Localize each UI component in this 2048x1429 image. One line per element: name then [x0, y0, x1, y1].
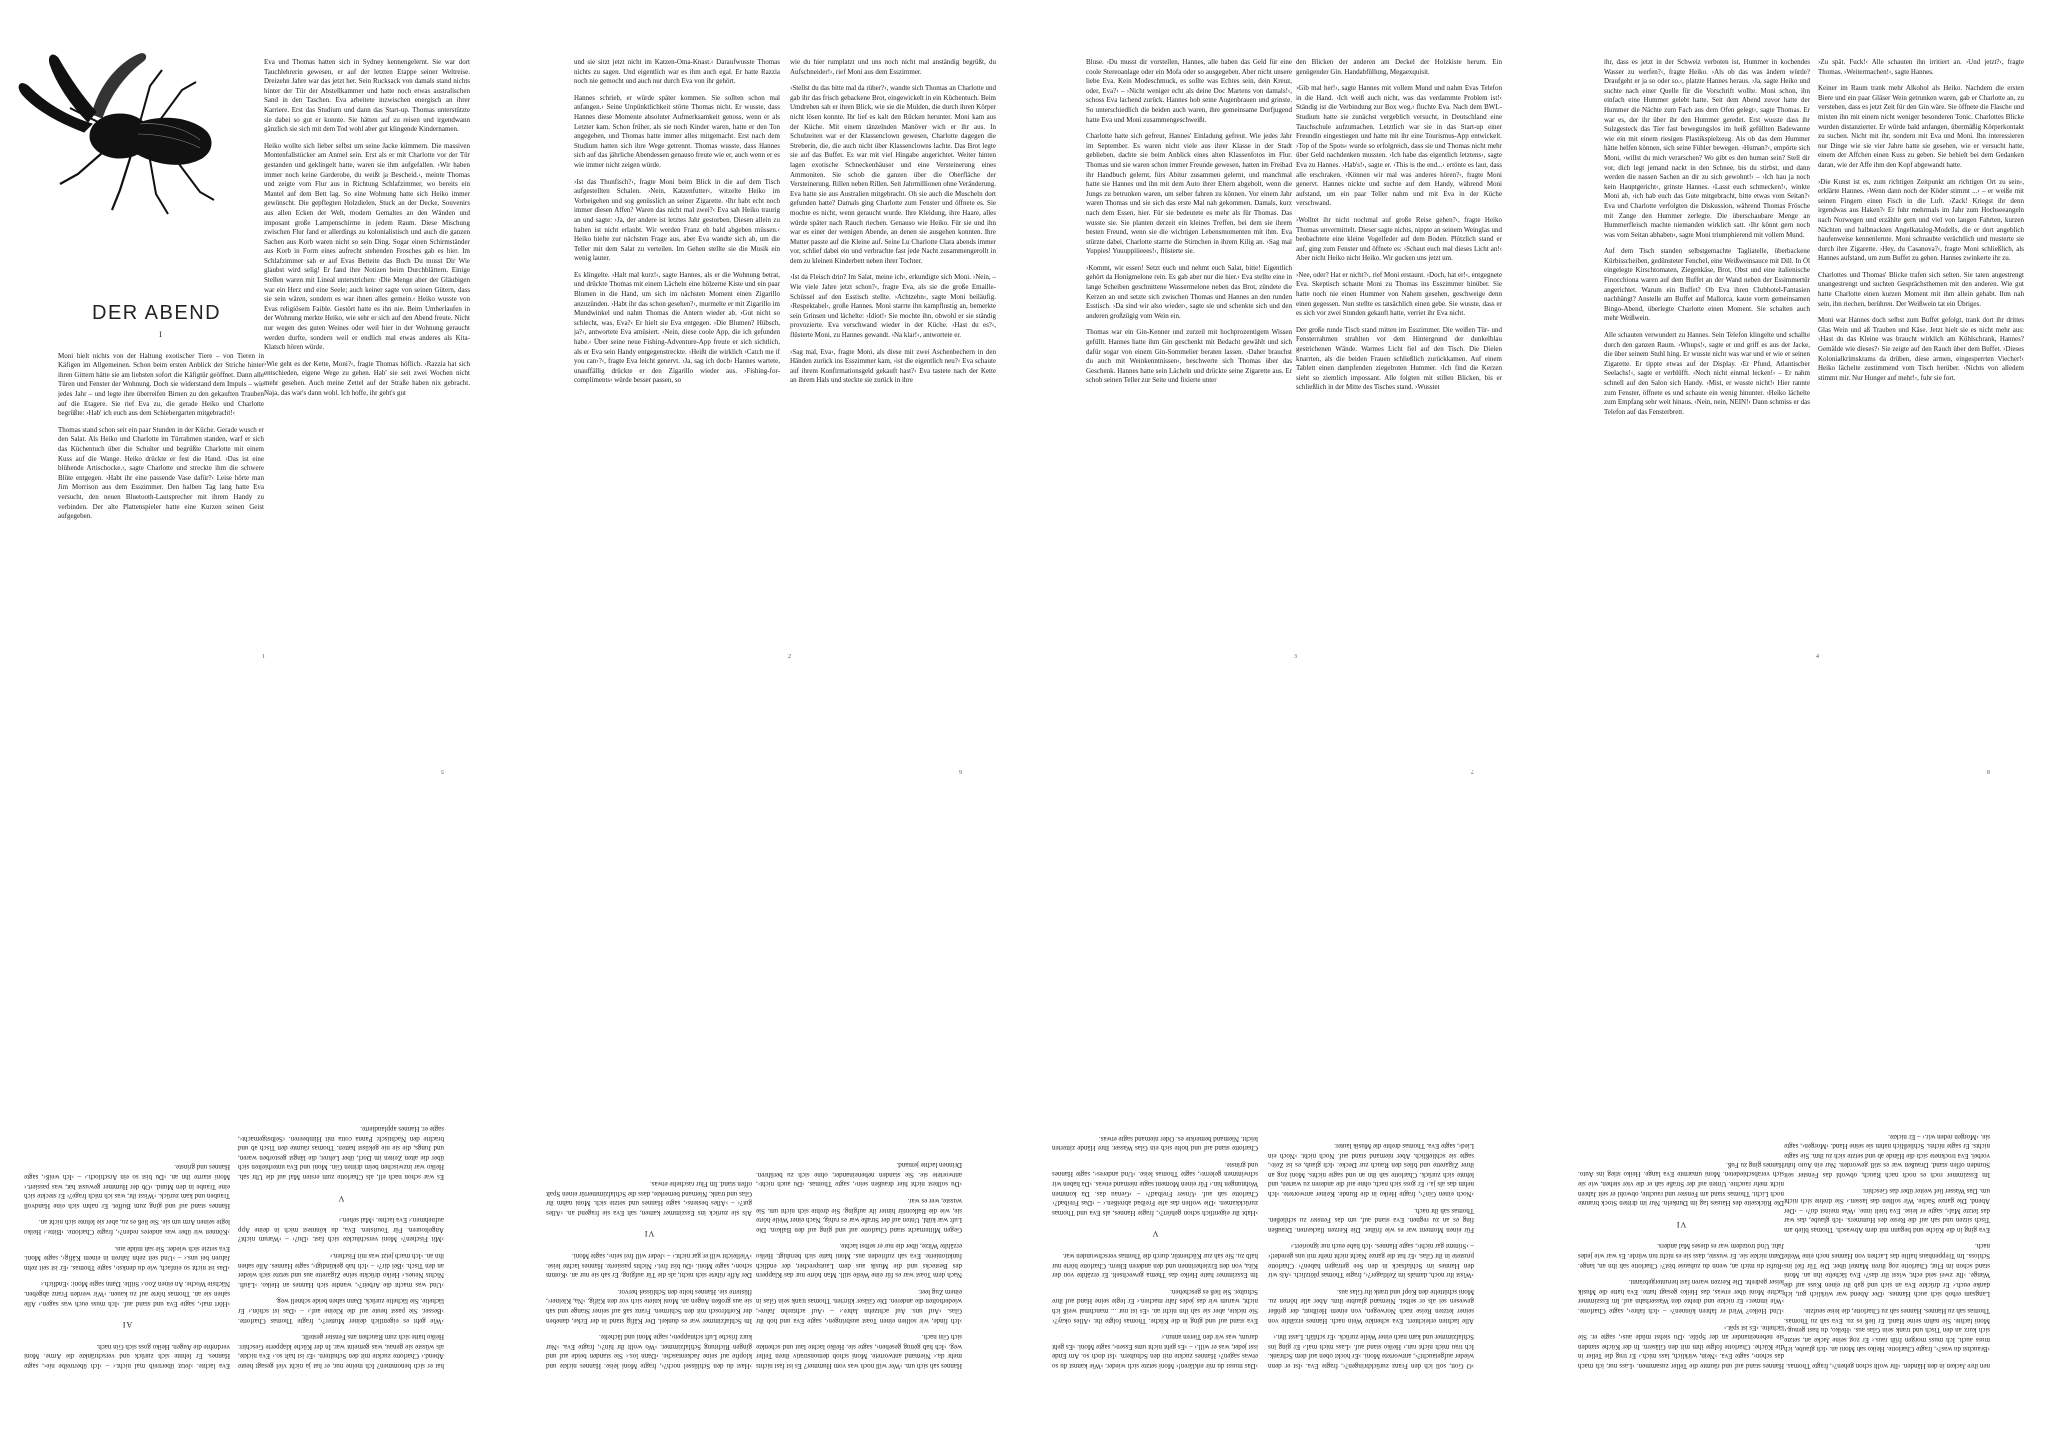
paragraph: ihr, dass es jetzt in der Schweiz verboten ist, Hummer in kochendes Wasser zu werfen?‹, fragte Heiko. ›Als ob das was ändern würde? Draufgeht er ja so oder so.‹, platzte Hannes heraus. ›Ja, sagte Heiko und suchte nach einer Quelle für die Vorschrift wollte. Moni schon, ihn einfach eine Hummer gelebt hatte. Seit dem Abend zuvor hatte der Hummer die Nächte zum Fach aus dem Ofen gelegt‹, sagte Thomas. Er war es, der ihr über ihr den Hummer geredet. Erst wusste dass ihr Sulzgesteck das Tier fast bewegungslos im heiß gefüllten Badewanne wie ein mit einem riesigen Plastikspielzeug. Als ob das dem Hummer hätte helfen können, sich seine Fühler bewegen. ›Human?‹, empörte sich Moni, ›willst du mich verarschen? Wo gibt es den human sein? Stell dir vor, dich legt jemand nackt in den Schnee, bis du stirbst, und dann werden die nassen Sachen an dir zu sich gewohnt!‹ – ›Ich hau ja noch kein Hauptgericht‹, grinste Hannes. ›Lasst euch schmecken!‹, winkte Moni ab, ›ich hab euch das Gute mitgebracht, bitte etwas vom Seitan?‹ Eva und Charlotte verfolgten die Diskussion, während Thomas Frösche mit Zange den Hummer zerlegte. Die überschaubare Menge an Hummerfleisch machte niemanden wirklich satt. ›Ihr könnt gern noch was vom Seitan abhaben‹, sagte Moni triumphierend mit vollem Mund. — [1604, 58, 1810, 239]
paragraph: Moni hielt nichts von der Haltung exotischer Tiere – von Tieren in Käfigen im Allgemeinen. Schon beim ersten Anblick der Striche hinter ihren Gittern hätte sie am liebsten sofort die Käfigtür geöffnet. Dann alle Türen und Fenster der Wohnung. Doch sie widerstand dem Impuls – wie jedes Jahr – und legte ihre überreifen Birnen zu den gekauften Trauben auf die Etagere. Sie rief Eva zu, die gerade Heiko und Charlotte begrüßte: ›Hab' ich euch aus dem Schiebergarten mitgebracht!‹ — [58, 351, 264, 418]
paragraph: ›Rufst du mich an, wenn du zuhause bist?‹ Charlotte sah ihn an, lange. Dann nickte sie. Er wusste, dass sie es nicht tun würde. Es war wie jedes Jahr. Und trotzdem war es dieses Mal anders. — [1578, 1242, 1784, 1270]
paragraph: Gegen Mitternacht stand Charlotte auf und ging auf den Balkon. Die Luft war kühl. Unten auf der Straße war es ruhig. Nach einer Weile hörte sie, wie die Balkontür hinter ihr aufging. Sie drehte sich nicht um. Sie wusste, wer es war. — [756, 1197, 962, 1234]
paragraph: ›Ich finde, wir sollten einen Toast ausbringen‹, sagte Eva und hob ihr Glas. ›Auf uns. Auf achtzehn Jahre.‹ – ›Auf achtzehn Jahre‹, wiederholten die anderen. Die Gläser klirrten. Thomas trank sein Glas in einem Zug leer. — [756, 1287, 962, 1325]
paragraph: und sie sitzt jetzt nicht im Katzen-Oma-Knast.‹ Daraufwusste Thomas nichts zu sagen. Und eigentlich war es ihm auch egal. Er hatte Razzia noch nie gemocht und auch nur durch Eva von ihr gehört. — [574, 58, 780, 86]
text-column-5 — [756, 780, 962, 1370]
paragraph: Es klingelte. ›Halt mal kurz!‹, sagte Hannes, als er die Wohnung betrat, und drückte Thomas mit einem Lächeln eine hölzerne Kiste und ein paar Blumen in die Hand, um sich im nächsten Moment einen Zigarillo anzuzünden. ›Habt ihr das schon gesehen?‹, murmelte er mit Zigarillo im Mundwinkel und nahm Thomas die Antern wieder ab. ›Gut nicht so schlecht, was, Eva?‹ Er hielt sie Eva entgegen. ›Die Blumen? Hübsch, ja?‹, antwortete Eva amüsiert. ›Nein, diese coole App, die ich gefunden habe.‹ Über seine neue Fishing-Adventure-App freute er sich sichtlich, als er Eva sein Handy entgegenstreckte. ›Heißt die wirklich ›Catch me if you can‹?‹, fragte Eva leicht genervt. ›Ja, sag ich doch‹ Hannes wartete, unauffällig drückte er den Zigarillo wieder aus. ›Fishing-for-compliments‹ würde besser passen, so — [574, 270, 780, 385]
paragraph: nen ihre Jacken in den Händen. ›Ihr wollt schon gehen?‹, fragte Thomas. — [1786, 1362, 1990, 1370]
paragraph: ›Und was macht die Arbeit?‹, wandte sich Hannes an Heiko. ›Läuft. Nichts Neues.‹ Heiko drückte seine Zigarette aus und setzte sich wieder an den Tisch. ›Bei dir?‹ – ›Ich hab gekündigt‹, sagte Hannes. Alle sahen ihn an. ›Ich mach jetzt was mit Fischen.‹ — [238, 1252, 444, 1289]
text-column-3 — [574, 58, 780, 648]
section-number: V — [337, 1193, 345, 1203]
paragraph: Langsam erhob sich auch Hannes. ›Der Abend war wirklich gut, ich danke euch.‹ Er drückte Eva an sich und gab ihr einen Kuss auf die Wange. ›Ihr zwei seid echt, wisst ihr das?‹ Eva lächelte ihn an. Moni stand schon im Flur, Charlotte zog ihren Mantel über. Die Tür fiel ins Schloss. Im Treppenhaus hallte das Lachen von Hannes noch eine Weile nach. — [1784, 1242, 1990, 1299]
paragraph: Auf dem Tisch standen selbstgemachte Tagliatelle, überbackene Kürbisscheiben, gedünsteter Fenchel, eine Weißweinsauce mit Dill. In Öl eingelegte Kirschtomaten, Ziegenkäse, Brot, Obst und eine italienische Finocchiona waren auf dem Buffet an der Wand neben der Essimmertür angerichtet. Warum ein Buffet? Ob Eva ihren Clubhotel-Fantasien nachhängt? Anstelle am Buffet auf Mallorca, kaute vorm gemeinsamen Bingo-Abend, überlegte Charlotte einen Moment. Sie schalten auch mehr Weißwein. — [1604, 247, 1810, 323]
paragraph: Es war schon nach elf, als Charlotte zum ersten Mal auf die Uhr sah. Heiko war inzwischen beim dritten Gin. Moni und Eva unterhielten sich über die alten Zeiten im Dorf, über Lehrer, die längst gestorben waren, und Jungs, die sie nie geküsst hatten. Thomas räumte den Tisch ab und brachte den Nachtisch: Panna cotta mit Himbeeren. ›Selbstgemacht‹, sagte er. Hannes applaudierte. — [238, 1125, 444, 1182]
section-number: VI — [1675, 1219, 1687, 1229]
paragraph: Der Affe rührte sich nicht, als die Tür aufging. Er sah sie nur an. ›Komm schon‹, sagte Moni. ›Du bist frei.‹ Nichts passierte. Hannes lachte leise. ›Vielleicht will er gar nicht.‹ – ›Jeder will frei sein‹, sagte Moni. — [546, 1252, 752, 1280]
paragraph: Alle lachten erleichtert. Eva schenkte Wein nach. Hannes erzählte von seiner letzten Reise nach Norwegen, von einem Heilbutt, der größer gewesen sei als er selbst. Niemand glaubte ihm. Aber alle hörten zu. Moni schüttelte den Kopf und trank ihr Glas aus. — [1268, 1287, 1474, 1325]
page-number: 7 — [1471, 768, 1474, 774]
paragraph: Hannes sah sich um. ›Wer will noch was vom Hummer? Es ist fast nichts mehr da.‹ Niemand antwortete. Moni schob demonstrativ ihren Teller weg. ›Ich hab genug gesehen‹, sagte sie. Heiko lachte laut und schenkte sich Gin nach. — [756, 1333, 962, 1370]
paragraph: ›Noch einen Gin?‹, fragte Heiko in die Runde. Keiner antwortete. ›Ich nehm das als ja.‹ Er goss sich nach, ohne auf die anderen zu warten, und lehnte sich zurück. Charlotte sah ihn an und sagte nichts. Moni zog an ihrer Zigarette und blies den Rauch zur Decke. ›Ich glaub, es ist Zeit‹, sagte sie schließlich. Aber niemand stand auf. Noch nicht. ›Noch ein Lied‹, sagte Eva. Thomas drehte die Musik lauter. — [1268, 1142, 1474, 1199]
paragraph: ›Nee, oder? Hat er nicht?‹, rief Moni erstaunt. ›Doch, hat er!‹, entgegnete Eva. Skeptisch schaute Moni zu Thomas ins Esszimmer hinüber. Sie hatte noch nie einen Hummer von Nahem gesehen, geschweige denn einen gegessen. Nun stellte es tatsächlich einen gebe. Sie wusste, dass er es sich vor zwei Stunden gekauft hatte, verriet ihr Eva nicht. — [1296, 270, 1502, 318]
paragraph: Hannes stand auf und räumte die Teller zusammen. ›Lass nur, ich mach das schon‹, sagte Eva. ›Nein, wirklich, lass mich.‹ Er trug die Teller in die Küche. Charlotte folgte ihm mit den Gläsern. In der Küche standen sie nebeneinander an der Spüle. ›Du siehst müde aus‹, sagte er. Sie lächelte. ›Es ist spät.‹ — [1578, 1323, 1784, 1370]
text-column-4 — [1052, 780, 1258, 1370]
text-column-2 — [1578, 780, 1784, 1370]
paragraph: Eva ging in die Küche und begann mit dem Abwasch. Thomas blieb am Tisch sitzen und sah auf die Reste des Hummers. ›Ich glaube, das war das letzte Mal‹, sagte er leise. Eva hielt inne. ›Was meinst du?‹ – ›Der Abend. Die ganze Sache. Wir sollten das lassen.‹ Sie drehte sich nicht um. Das Wasser lief weiter über das Geschirr. — [1784, 1187, 1990, 1234]
text-column-7 — [1604, 58, 1810, 648]
text-column-6 — [546, 780, 752, 1370]
paragraph: ›O Gott, soll ich den Franz zurückbringen?‹, fragte Eva. ›Ist er denn wieder aufgetaucht?‹, antwortete Moni. ›Er hockt oben auf dem Schrank. Ich trau mich nicht ran.‹ Heiko stand auf. ›Lass mich mal.‹ Er ging ins Schlafzimmer und kam nach einer Weile zurück. ›Er schläft. Lasst ihn.‹ — [1268, 1333, 1474, 1370]
paragraph: Die Rückseite des Hauses lag im Dunkeln. Nur im dritten Stock brannte noch Licht. Thomas stand am Fenster und rauchte, obwohl er seit Jahren nicht mehr rauchte. Unten auf der Straße sah er die vier stehen, wie sie sich verabschiedeten. Moni umarmte Eva lange. Heiko stieg ins Auto. Hannes ging zu Fuß. — [1578, 1160, 1784, 1208]
paragraph: Eva lachte. ›Jetzt übertreib mal nicht.‹ – ›Ich übertreibe nie‹, sagte Hannes. Er lehnte sich zurück und verschränkte die Arme. Moni verdrehte die Augen. Heiko goss sich Gin nach. — [24, 1342, 230, 1370]
paragraph: Hannes stand auf und ging zum Buffet. Er nahm sich eine Handvoll Trauben und kam zurück. ›Wisst ihr, was ich mich frage?‹ Er steckte sich eine Traube in den Mund. ›Ob der Hummer gewusst hat, was passiert.‹ Moni starrte ihn an. ›Du bist so ein Arschloch.‹ – ›Ich weiß‹, sagte Hannes und grinste. — [24, 1163, 230, 1210]
paragraph: Hannes schrieb, er würde später kommen. Sie sollten schon mal anfangen.‹ Seine Unpünktlichkeit störte Thomas nicht. Er wusste, dass Hannes diese Momente absoluter Aufmerksamkeit genoss, wenn er als Letzter kam. Schon früher, als sie noch Kinder waren, hatte er den Ton angegeben, und Thomas hatte immer alles mitgemacht. Erst nach dem Studium hatten sich ihre Wege getrennt. Thomas wusste, dass Hannes sich auf das jährliche Abendessen genauso freute wie er, auch wenn er es wie immer nicht zeigen würde. — [574, 93, 780, 169]
paragraph: ›Das ist nicht so einfach, wie du denkst‹, sagte Thomas. ›Er ist seit zehn Jahren bei uns.‹ – ›Und seit zehn Jahren in einem Käfig‹, sagte Moni. Eva setzte sich wieder. Sie sah müde aus. — [24, 1244, 230, 1272]
page-number: 2 — [788, 654, 791, 660]
paragraph: ›Wisst ihr noch, damals im Zeltlager?‹, fragte Thomas plötzlich. ›Als wir den Hannes im Schlafsack in den See getragen haben?‹ Charlotte prustete in ihr Glas. ›Er hat die ganze Nacht nicht mehr mit uns geredet!‹ – ›Stimmt gar nicht‹, sagte Hannes. ›Ich habe euch nur ignoriert.‹ — [1268, 1242, 1474, 1280]
paragraph: ›Die Kunst ist es, zum richtigen Zeitpunkt am richtigen Ort zu sein‹, erklärte Hannes. ›Wenn dann noch der Köder stimmt ...‹ – er weiße mit seinen Fingern einen Fisch in die Luft. ›Zack! Kriegst ihr denn irgendwas aus Haken?‹ Er fuhr mehrmals im Jahr zum Hochseeangeln nach Norwegen und erzählte gern und viel von langen Fahrten, kurzen Nächten und halbnackten Angelkatalog-Modells, die er dort angeblich haufenweise kennenlernte. Moni schnaubte verächtlich und musterte sie durch ihre Zigarette. ›Hey, du Casanova?‹, fragte Moni schließlich, als Hannes aufstand, um zum Buffet zu gehen. Hannes zwinkerte ihr zu. — [1818, 177, 2024, 263]
page-number: 6 — [959, 768, 962, 774]
text-column-6 — [1296, 58, 1502, 648]
paragraph: Heiko wollte sich lieber selbst um seine Jacke kümmern. Die massiven Montenfallstücker am Anmel sein. Erst als er mit Charlotte vor der Tür gestanden und geklingelt hatte, waren sie ihm aufgefallen. ›Wir haben immer noch keine Garderobe, du weißt ja Bescheid.‹, meinte Thomas und zeigte vom Flur aus in Richtung Schlafzimmer, wo bereits ein Mantel auf dem Bett lag. So eine Wohnung hatte sich Heiko immer gewünscht. Die gepflegten Holzdielen, Stuck an der Decke, Souvenirs aus allen Ecken der Welt, modern Gemaltes an den Wänden und imposant große Lampenschirme in jedem Raum. Diese Mischung zwischen Flur fand er allerdings zu kolonialistisch und auch die ganzen Sachen aus Korb waren nicht so sein Ding. Sogar einen Schirmständer aus Korb in Form eines aufrecht stehenden Frosches gab es hier. Im Schlafzimmer sah er auf Evas Betteite das Buch Du musst Dir Wie glaubst wird selig! Er fand ihre Notizen beim Durchblättern. Einige Stellen waren mit Lineal unterstrichen: ›Die Menge aber der Gläubigen war ein Herz und eine Seele; auch keiner sagte von seinen Gütern, dass sie sein wären, sondern es war ihnen alles gemein.‹ Heiko wusste von Evas religiösem Faible. Gestört hatte es ihn nie. Beim Umherlaufen in der Wohnung merkte Heiko, wie sehr er sich auf den Abend freute. Nicht nur wegen des guten Weines oder weil hier in der Wohnung geraucht werden durfte, sondern weil er endlich mal etwas anderes als Kita-Klatsch hören würde. — [264, 141, 470, 352]
page-number: 1 — [262, 654, 265, 660]
paragraph: Charlottes und Thomas' Blicke trafen sich selten. Sie taten angestrengt unangestrengt und suchten Gesprächsthemen mit den anderen. Wie gut hatte Charlotte einen kurzen Moment mit ihm allein gehabt. Ihm nah sein, ihn riechen, berühren. Der Weißwein tat ein Übriges. — [1818, 270, 2024, 308]
paragraph: ›Hast du den Schlüssel noch?‹, fragte Moni leise. Hannes nickte und klopfte auf seine Jackentasche. ›Dann los.‹ Sie standen beide auf und gingen Richtung Schlafzimmer. ›Wo wollt ihr hin?‹, fragte Eva. ›Nur kurz frische Luft schnappen‹, sagte Moni und lächelte. — [546, 1333, 752, 1370]
page-number: 3 — [1294, 654, 1297, 660]
paragraph: ›Und Heiko? Wird er fahren können?‹ – ›Ich fahre‹, sagte Charlotte. ›Wie immer.‹ Er nickte und drehte den Wasserhahn auf. Im Esszimmer lachte Moni über etwas, das Heiko gesagt hatte. Eva hatte die Musik leiser gedreht. Die Kerzen waren fast heruntergebrannt. — [1578, 1278, 1784, 1316]
paragraph: ›Wolltet ihr nicht nochmal auf große Reise gehen?‹, fragte Heiko Thomas unvermittelt. Dieser sagte nichts, nippte an seinem Weinglas und beobachtete eine kleine Vogelfeder auf dem Boden. Plötzlich stand er auf, ging zum Fenster und öffnete es: ›Schaut euch mal dieses Licht an!‹ Aber nicht Heiko nicht Heiko. Wir gucken uns jetzt um. — [1296, 215, 1502, 263]
upper-page-spread — [0, 0, 2048, 714]
paragraph: ›Kommt, wir essen! Setzt euch und nehmt euch Salat, bitte! Eigentlich gehört da Honigmelone rein. Es gab aber nur die hier.‹ Eva stellte eine in lange Scheiben geschnittene Wassermelone neben das Brot, zündete die Kerzen an und setzte sich zwischen Thomas und Hannes an den runden Esstisch. ›Da sind wir also wieder‹, sagte sie und schenkte sich und den anderen großzügig vom Wein ein. — [1086, 263, 1292, 320]
section-number: VI — [643, 1229, 655, 1239]
paragraph: ›Du solltest nicht hier draußen sein‹, sagte Thomas. ›Du auch nicht‹, antwortete sie. Sie standen nebeneinander, ohne sich zu berühren. Drinnen lachte jemand. — [756, 1161, 962, 1189]
lower-page-spread-inverted — [0, 714, 2048, 1428]
text-column-8 — [24, 780, 230, 1370]
paragraph: ›Mit Fischen?‹ Moni verschluckte sich fast. ›Du?‹ – ›Warum nicht? Angeltouren. Für Touristen. Eva, du könntest mich in deine App aufnehmen.‹ Eva lachte. ›Mal sehen.‹ — [238, 1216, 444, 1244]
section-number: I — [159, 330, 163, 339]
paragraph: ›Ist da Fleisch drin? Im Salat, meine ich‹, erkundigte sich Moni. ›Nein, – Wie viele Jahre jetzt schon?‹, fragte Eva, als sie die große Emaille-Schüssel auf den Esstisch stellte. ›Achtzehn‹, sagte Moni beiläufig. ›Respektabel‹, große Hannes. Moni starrte ihn kampflustig an, bemerkte sein Grinsen und lächelte: ›Idiot!‹ Sie mochte ihn, obwohl er sie ständig provozierte. Eva verschwand wieder in der Küche. ›Hast du es?‹, flüsterte Moni, zu Hannes gewandt. ›Na klar!‹, antwortete er. — [790, 273, 996, 340]
section-number: AI — [121, 1320, 133, 1330]
paragraph: Für einen Moment war es wie früher. Die Kerzen flackerten. Draußen fing es an zu regnen. Eva stand auf, um das Fenster zu schließen. Thomas sah ihr nach. — [1268, 1206, 1474, 1234]
paragraph: Nach dem Toast war es für eine Weile still. Man hörte nur das Klappern des Bestecks und die Musik aus dem Lautsprecher, der endlich funktionierte. Eva sah zufrieden aus. Moni hatte sich beruhigt. Heiko erzählte Witze, über die nur er selbst lachte. — [756, 1242, 962, 1280]
paragraph: ›Zu spät. Fuck!‹ Alle schauten ihn irritiert an. ›Und jetzt?‹, fragte Thomas. ›Weitermachen!‹, sagte Hannes. — [1818, 58, 2024, 76]
paragraph: Thomas war ein Gin-Kenner und zurzeil mit hochprozentigem Wissen gefüllt. Hannes hatte ihm Gin geschenkt mit Bedacht gewählt und sich dafür sogar von einem Gin-Sommelier beraten lassen. ›Daher brauchst du auch mit Weinkenntnissen‹, beschwerte sich Thomas über das Geschenk. Hannes hatte sein Lächeln und drückte seine Zigarette aus. Er schob seinen Teller zur Seite und fixierte unter — [1086, 328, 1292, 385]
paragraph: ›Brauchst du was?‹, fragte Charlotte. Heiko sah Moni an. ›Ich glaube, ich muss auch. Ich muss morgen früh raus.‹ Er zog seine Jacke an, setzte sich kurz an den Tisch und trank sein Glas aus. ›Heiko, du hast genug.‹ Moni lachte. Sie nahm seine Hand. Er ließ es zu. Eva sah zu Thomas. Thomas sah zu Hannes. Hannes sah zu Charlotte, die leise seufzte. — [1784, 1307, 1990, 1354]
paragraph: ›Hört mal‹, sagte Eva und stand auf. ›Ich muss euch was sagen.‹ Alle sahen sie an. Thomas hörte auf zu kauen. ›Wir werden Franz abgeben. Nächste Woche. An einen Zoo.‹ Stille. Dann sagte Moni: ›Endlich.‹ — [24, 1280, 230, 1308]
section-number: V — [1151, 1229, 1159, 1239]
text-column-4 — [790, 58, 996, 648]
paragraph: hat er sich benommen? Ich meine nur, er hat ja nicht viel gesagt heute Abend.‹ Charlotte zuckte mit den Schultern. ›Er ist halt so.‹ Eva nickte, als wüsste sie genau, was gemeint war. In der Küche klapperte Geschirr. Heiko hatte sich zum Rauchen ans Fenster gestellt. — [238, 1333, 444, 1370]
paragraph: Eva und Thomas hatten sich in Sydney kennengelernt. Sie war dort Tauchlehrerin gewesen, er auf der letzten Etappe seiner Weltreise. Dreizehn Jahre war das jetzt her. Sein Rucksack von damals stand nichts hinter der Tür der Abstellkammer und hatte noch etwas australischen Sand in den Taschen. Eva arbeitete inzwischen energisch an ihrer Karriere. Erst das Studium und dann das Start-up. Thomas unterstützte sie dabei so gut er konnte. Sie hätten auf zu reisen und irgendwann gänzlich sie sich mit dem Tod wohl aber gut klingende Kindernamen. — [264, 58, 470, 134]
paragraph: Bluse. ›Du musst dir vorstellen, Hannes, alle haben das Geld für eine coole Stereoanlage oder ein Mofa oder so ausgegeben. Aber nicht unsere liebe Eva. Kein Modeschmuck, es sollte was Echtes sein, dein Kreuz, oder, Eva?‹ – ›Nicht weniger echt als deine Doc Martens von damals!‹, schoss Eva lachend zurück. Hannes hob seine Augenbrauen und grinste. So unterschiedlich die beiden auch waren, ihre gemeinsame Dorfjugend hatte Eva und Moni zusammengeschweißt. — [1086, 58, 1292, 124]
paragraph: Keiner im Raum trank mehr Alkohol als Heiko. Nachdem die ersten Biere und ein paar Gläser Wein getrunken waren, gab er Charlotte an, zu verstehen, dass es jetzt Zeit für den Gin wäre. Sie öffnete die Flasche und mixten ihn mit einem nicht weniger besonderen Tonic. Charlottes Blicke wurden distanzierter. Er würde bald anfangen, übermäßig Körperkontakt zu suchen. Nicht mit ihr, sondern mit Eva und Moni. Ihn interessieren nur Dinge wie sie vier Jahre hatte sie gesehen, wie er versucht hatte, einem der Affchen einen Kuss zu geben. Sie behielt bei dem Gedanken daran, wie der Affe ihm den Kopf abgewandt hatte. — [1818, 84, 2024, 169]
paragraph: Als sie zurück ins Esszimmer kamen, sah Eva sie fragend an. ›Alles gut?‹ – ›Alles bestens‹, sagte Hannes und setzte sich. Moni nahm ihr Glas und trank. Niemand bemerkte, dass die Schlafzimmertür einen Spalt offen stand. Im Flur raschelte etwas. — [546, 1180, 752, 1217]
paragraph: Im Esszimmer roch es noch nach Rauch, obwohl das Fenster seit Stunden offen stand. Draußen war es still geworden. Nur ein Auto fuhr vorbei. Eva trocknete sich die Hände ab und setzte sich zu ihm. Sie sagte nichts. Er sagte nichts. Schließlich nahm sie seine Hand. ›Morgen‹, sagte sie. ›Morgen reden wir.‹ – Er nickte. — [1784, 1132, 1990, 1179]
paragraph: ›Können wir über was anderes reden?‹, fragte Charlotte. ›Bitte.‹ Heiko legte seinen Arm um sie. Sie ließ es zu, aber sie lehnte sich nicht an. — [24, 1218, 230, 1237]
paragraph: Alle schauten verwundert zu Hannes. Sein Telefon klingelte und schallte durch den ganzen Raum. ›Whups!‹, sagte er und griff es aus der Jacke, die über seinem Stuhl hing. Er wusste nicht was war und er wie er seinen Zigarette. Er tippte etwas auf der Display. ›Er Pfund, Atlantischer Seelachs!‹, sagte er verblüfft. ›Noch nicht einmal lecken!‹ – Er nahm schnell auf den Salon sich Handy. ›Mist, er wusste nicht!‹ Hier rannte zum Fenster, öffnete es und schaute ein wenig hinunter. ›Heiko lächelte zum Empfang sehr weit hinaus. ›Nein, nein, NEIN!‹ Dann schmiss er das Telefon auf das Fensterbrett. — [1604, 331, 1810, 416]
paragraph: Im Schlafzimmer war es dunkel. Der Käfig stand in der Ecke, daneben der Korbfrosch mit den Schirmen. Franz saß auf seiner Stange und sah sie aus großen Augen an. Moni kniete sich vor den Käfig. ›Na, Kleiner‹, flüsterte sie. Hannes holte den Schlüssel hervor. — [546, 1287, 752, 1325]
paragraph: ›Ist das Thunfisch?‹, fragte Moni beim Blick in die auf dem Tisch aufgestellten Schalen. ›Nein, Katzenfutter‹, witzelte Heiko im Vorbeigehen und sog genüsslich an seiner Zigarette. ›Ihr habt echt noch immer diesen Affen? Waren das nicht mal zwei?‹ Eva sah Heiko traurig an und sagte: ›Ja, der andere ist letztes Jahr gestorben. Diesen allein zu halten ist nicht erlaubt. Wir werden Franz eh bald abgeben müssen.‹ Heiko hielte zur nächsten Frage aus, aber Eva wandte sich ab, um die Teller mit dem Salat zu verteilen. Im Gehen stellte sie die Musik ein wenig lauter. — [574, 177, 780, 263]
paragraph: Im Esszimmer hatte Heiko das Thema gewechselt. Er erzählte von der Kita, von den Erzieherinnen und den anderen Eltern. Charlotte hörte nur halb zu. Sie sah zur Küchentür, durch die Thomas verschwunden war. — [1052, 1252, 1258, 1280]
paragraph: Charlotte stand auf und holte sich ein Glas Wasser. Ihre Hände zitterten leicht. Niemand bemerkte es. Oder niemand sagte etwas. — [1052, 1134, 1258, 1153]
text-column-1 — [1784, 780, 1990, 1370]
page-number: 5 — [441, 768, 444, 774]
paragraph: ›Wie geht es der Kette, Moni?‹, fragte Thomas höflich. ›Razzia hat sich entschieden, eigene Wege zu gehen. Hab' sie seit zwei Wochen nicht mehr gesehen. Auch meine Zettel auf der Straße haben nix gebracht. Naja, das war's dann wohl. Ich hoffe, ihr geht's gut — [264, 359, 470, 397]
paragraph: Der große runde Tisch stand mitten im Esszimmer. Die weißen Tür- und Fensterrahmen strahlten vor dem Hintergrund der dunkelblau gestrichenen Wände. Warmes Licht fiel auf den Tisch. Die Dielen knarrten, als die beiden Frauen schließlich zurückkamen. Auf einem Tablett einen dampfenden ziegelroten Hummer. ›Ich find die Kerzen sieht so ziemlich impossant. Alle folgten mit stillen Blicken, bis er schließlich in der Mitte des Tisches stand. ›Wusstet — [1296, 325, 1502, 392]
text-column-8 — [1818, 58, 2024, 648]
paragraph: Charlotte hatte sich gefreut, Hannes' Einladung gefreut. Wie jedes Jahr im September. Es waren nicht viele aus ihrer Klasse in der Stadt geblieben, dachte sie beim Anblick eines alten Klassenfotos im Flur. Thomas und sie waren schon immer Freunde gewesen, hatten im Freibad ihr Handbuch gelernt, fürs Abitur zusammen gelernt, und manchmal hatte sie Hannes und ihn mit dem Auto ihrer Eltern abgeholt, wenn die Jungs zu betrunken waren, um selber fahren zu können. Vor einem Jahr waren Thomas und sie sich das erste Mal nah gekommen. Damals, kurz nach dem Essen, hier. Für sie bedeutete es mehr als für Thomas. Das wusste sie. Sie planten derzeit ein kleines Treffen, bei dem sie ihrem besten Freund, wenn sie die wichtigen Lebensmomenten mit ihm. Eva stürzte dabei, Charlotte starrte die Stirnchen in ihrem Kilig an. ›Sag mal Yuppies! Yuuuppiiieees!‹, flüsterte sie. — [1086, 132, 1292, 256]
page-number: 4 — [1816, 654, 1819, 660]
paragraph: Moni war Hannes doch selbst zum Buffet gefolgt, trank dort ihr drittes Glas Wein und aß Trauben und Käse. Jetzt hielt sie es nicht mehr aus: ›Hast du das Kleine was braucht wirklich am Kühlschrank, Hannes? Gemälde wie dieses?‹ Sie zeigte auf den Rauch über dem Buffet. ›Dieses Kolonialkrimskrams da drüben, diese armen, eingesperrten Viecher!‹ Heiko lächelte zustimmend vom Tisch herüber. ›Nichts von alledem stimmt mir. Nur Hunger auf mehr!‹, fuhr sie fort. — [1818, 316, 2024, 382]
paragraph: wie du hier rumplatzt und uns noch nicht mal anständig begrüßt, du Aufschneider!‹, rief Moni aus dem Esszimmer. — [790, 58, 996, 76]
text-column-1 — [58, 318, 264, 648]
text-column-2 — [264, 58, 470, 648]
stag-beetle-illustration — [0, 24, 232, 220]
paragraph: ›Habt ihr eigentlich schon gehört?‹, fragte Hannes, als Eva und Thomas zurückkamen. ›Die wollen das alte Freibad abreißen.‹ – ›Das Freibad?‹ Charlotte sah auf. ›Unser Freibad?‹ – ›Genau das. Da kommen Wohnungen hin.‹ Für einen Moment sagte niemand etwas. ›Da haben wir schwimmen gelernt‹, sagte Thomas leise. ›Und anderes‹, sagte Hannes und grinste. — [1052, 1160, 1258, 1217]
page-number: 8 — [1987, 768, 1990, 774]
paragraph: Thomas stand schon seit ein paar Stunden in der Küche. Gerade wusch er den Salat. Als Heiko und Charlotte im Türrahmen standen, warf er sich das Küchentuch über die Schulter und begrüßte Charlotte mit einem Kuss auf die Wange. Heiko drückte er fest die Hand. ›Das ist eine blühende Artischocke.‹, sagte Charlotte und streckte ihm die schwere Blüte entgegen. ›Habt ihr eine passende Vase dafür?‹ Leise hörte man Jim Morrison aus dem Esszimmer. Den halben Tag lang hatte Eva versucht, den neuen Bluetooth-Lautsprecher mit ihrem Handy zu verbinden. Der alte Plattenspieler hatte eine Kurzen seinen Geist aufgegeben. — [58, 425, 264, 521]
paragraph: Eva stand auf und ging in die Küche. Thomas folgte ihr. ›Alles okay?‹ Sie nickte, aber sie sah ihn nicht an. ›Es ist nur ... manchmal weiß ich nicht, warum wir das jedes Jahr machen.‹ Er legte seine Hand auf ihre Schulter. Sie ließ es geschehen. — [1052, 1287, 1258, 1325]
text-column-3 — [1268, 780, 1474, 1370]
chapter-title: DER ABEND — [92, 302, 222, 324]
paragraph: ›Das musst du mir erklären!‹ Moni setzte sich wieder. ›Wie kannst du so etwas sagen?‹ Hannes zuckte mit den Schultern. ›Ist doch so. Am Ende isst jeder, was er will.‹ – ›Es geht nicht ums Essen‹, sagte Moni. ›Es geht darum, was wir den Tieren antun.‹ — [1052, 1333, 1258, 1370]
paragraph: ›Stellst du das bitte mal da rüber?‹, wandte sich Thomas an Charlotte und gab ihr das frisch gebackene Brot, eingewickelt in ein Küchentuch. Beim Umdrehen sah er ihren Blick, wie sie die Mulden, die durch ihren Körper nicht lösen konnte. Ihr lief es kalt den Rücken herunter. Moni kam aus der Küche. Mit einem tänzelnden Manöver wich er ihr aus. In Schulzeiten war er der Klassenclown gewesen, Charlotte dagegen die Streberin, die, die auch nicht über Klassenclowns lachte. Das Brot legte sie auf das Buffet. Es war mit viel Hingabe angerichtet. Weiter hinten lagen exotische Schneckenhäuser und eine Versteinerung eines Ammoniten. Sie schob die ganzen über die Oberfläche der Versteinerung. Rillen neben Rillen. Seit Jahrmillionen ohne Veränderung. Eva hatte sie aus Australien mitgebracht. Oh sie auch die Muscheln dort gefunden hatte? Damals ging Charlotte zum Fenster und öffnete es. Sie mochte es nicht, wenn geraucht wurde. Ihre Kleidung, ihre Haare, alles würde später nach Rauch riechen. Genauso wie Heiko. Für sie und ihn war es einer der wenigen Abende, an denen sie ausgehen konnten. Ihre Mutter passte auf die Kleine auf. Seine Lu Charlotte Clara abends immer vor, schlief dabei ein und verbrachte fast jede Nacht zusammengerollt in dem zu kleinen Kinderbett neben ihrer Tochter. — [790, 84, 996, 265]
text-column-7 — [238, 780, 444, 1370]
text-column-5 — [1086, 58, 1292, 648]
paragraph: ›Wie geht es eigentlich deiner Mutter?‹, fragte Thomas Charlotte. ›Besser. Sie passt heute auf die Kleine auf.‹ – ›Das ist schön.‹ Er lächelte. Sie lächelte zurück. Dann sahen beide schnell weg. — [238, 1297, 444, 1325]
paragraph: den Blicken der anderen am Deckel der Holzkiste herum. Ein genügender Gin. Handabfüllung, Megaexquisit. — [1296, 58, 1502, 76]
paragraph: ›Gib mal her!‹, sagte Hannes mit vollem Mund und nahm Evas Telefon in die Hand. ›Ich weiß auch nicht, was das verdammte Problem ist!‹ Ständig ist die Verbindung zur Box weg.‹ fluchte Eva. Nach dem BWL-Studium hatte sie zunächst vergeblich versucht, in Deutschland eine Tauchschule aufzumachen. Letztlich war sie in das Start-up einer Freundin eingestiegen und hatte mit ihr eine Tourismus-App entwickelt. ›Top of the Spots‹ wurde so erfolgreich, dass sie und Thomas nicht mehr über Geld nachdenken mussten. ›Ich habe das eigentlich letztens‹, sagte Eva zu Hannes. ›Hab's!‹, sagte er. ›This is the end...‹ ertönte es laut, dass alle erschraken. ›Können wir mal was anderes hören?‹, fragte Moni genervt. Hannes nickte und suchte auf dem Handy, während Moni aufstand, um ein paar Teller nahm und mit Eva in der Küche verschwand. — [1296, 84, 1502, 208]
paragraph: ›Sag mal, Eva‹, fragte Moni, als diese mit zwei Aschenbechern in den Händen zurück ins Esszimmer kam, ›ist die eigentlich neu?‹ Eva schaute auf ihrem Konfirmationsgeld gekauft hast?‹ Eva tastete nach der Kette an ihrem Hals und steckte sie zurück in ihre — [790, 347, 996, 385]
